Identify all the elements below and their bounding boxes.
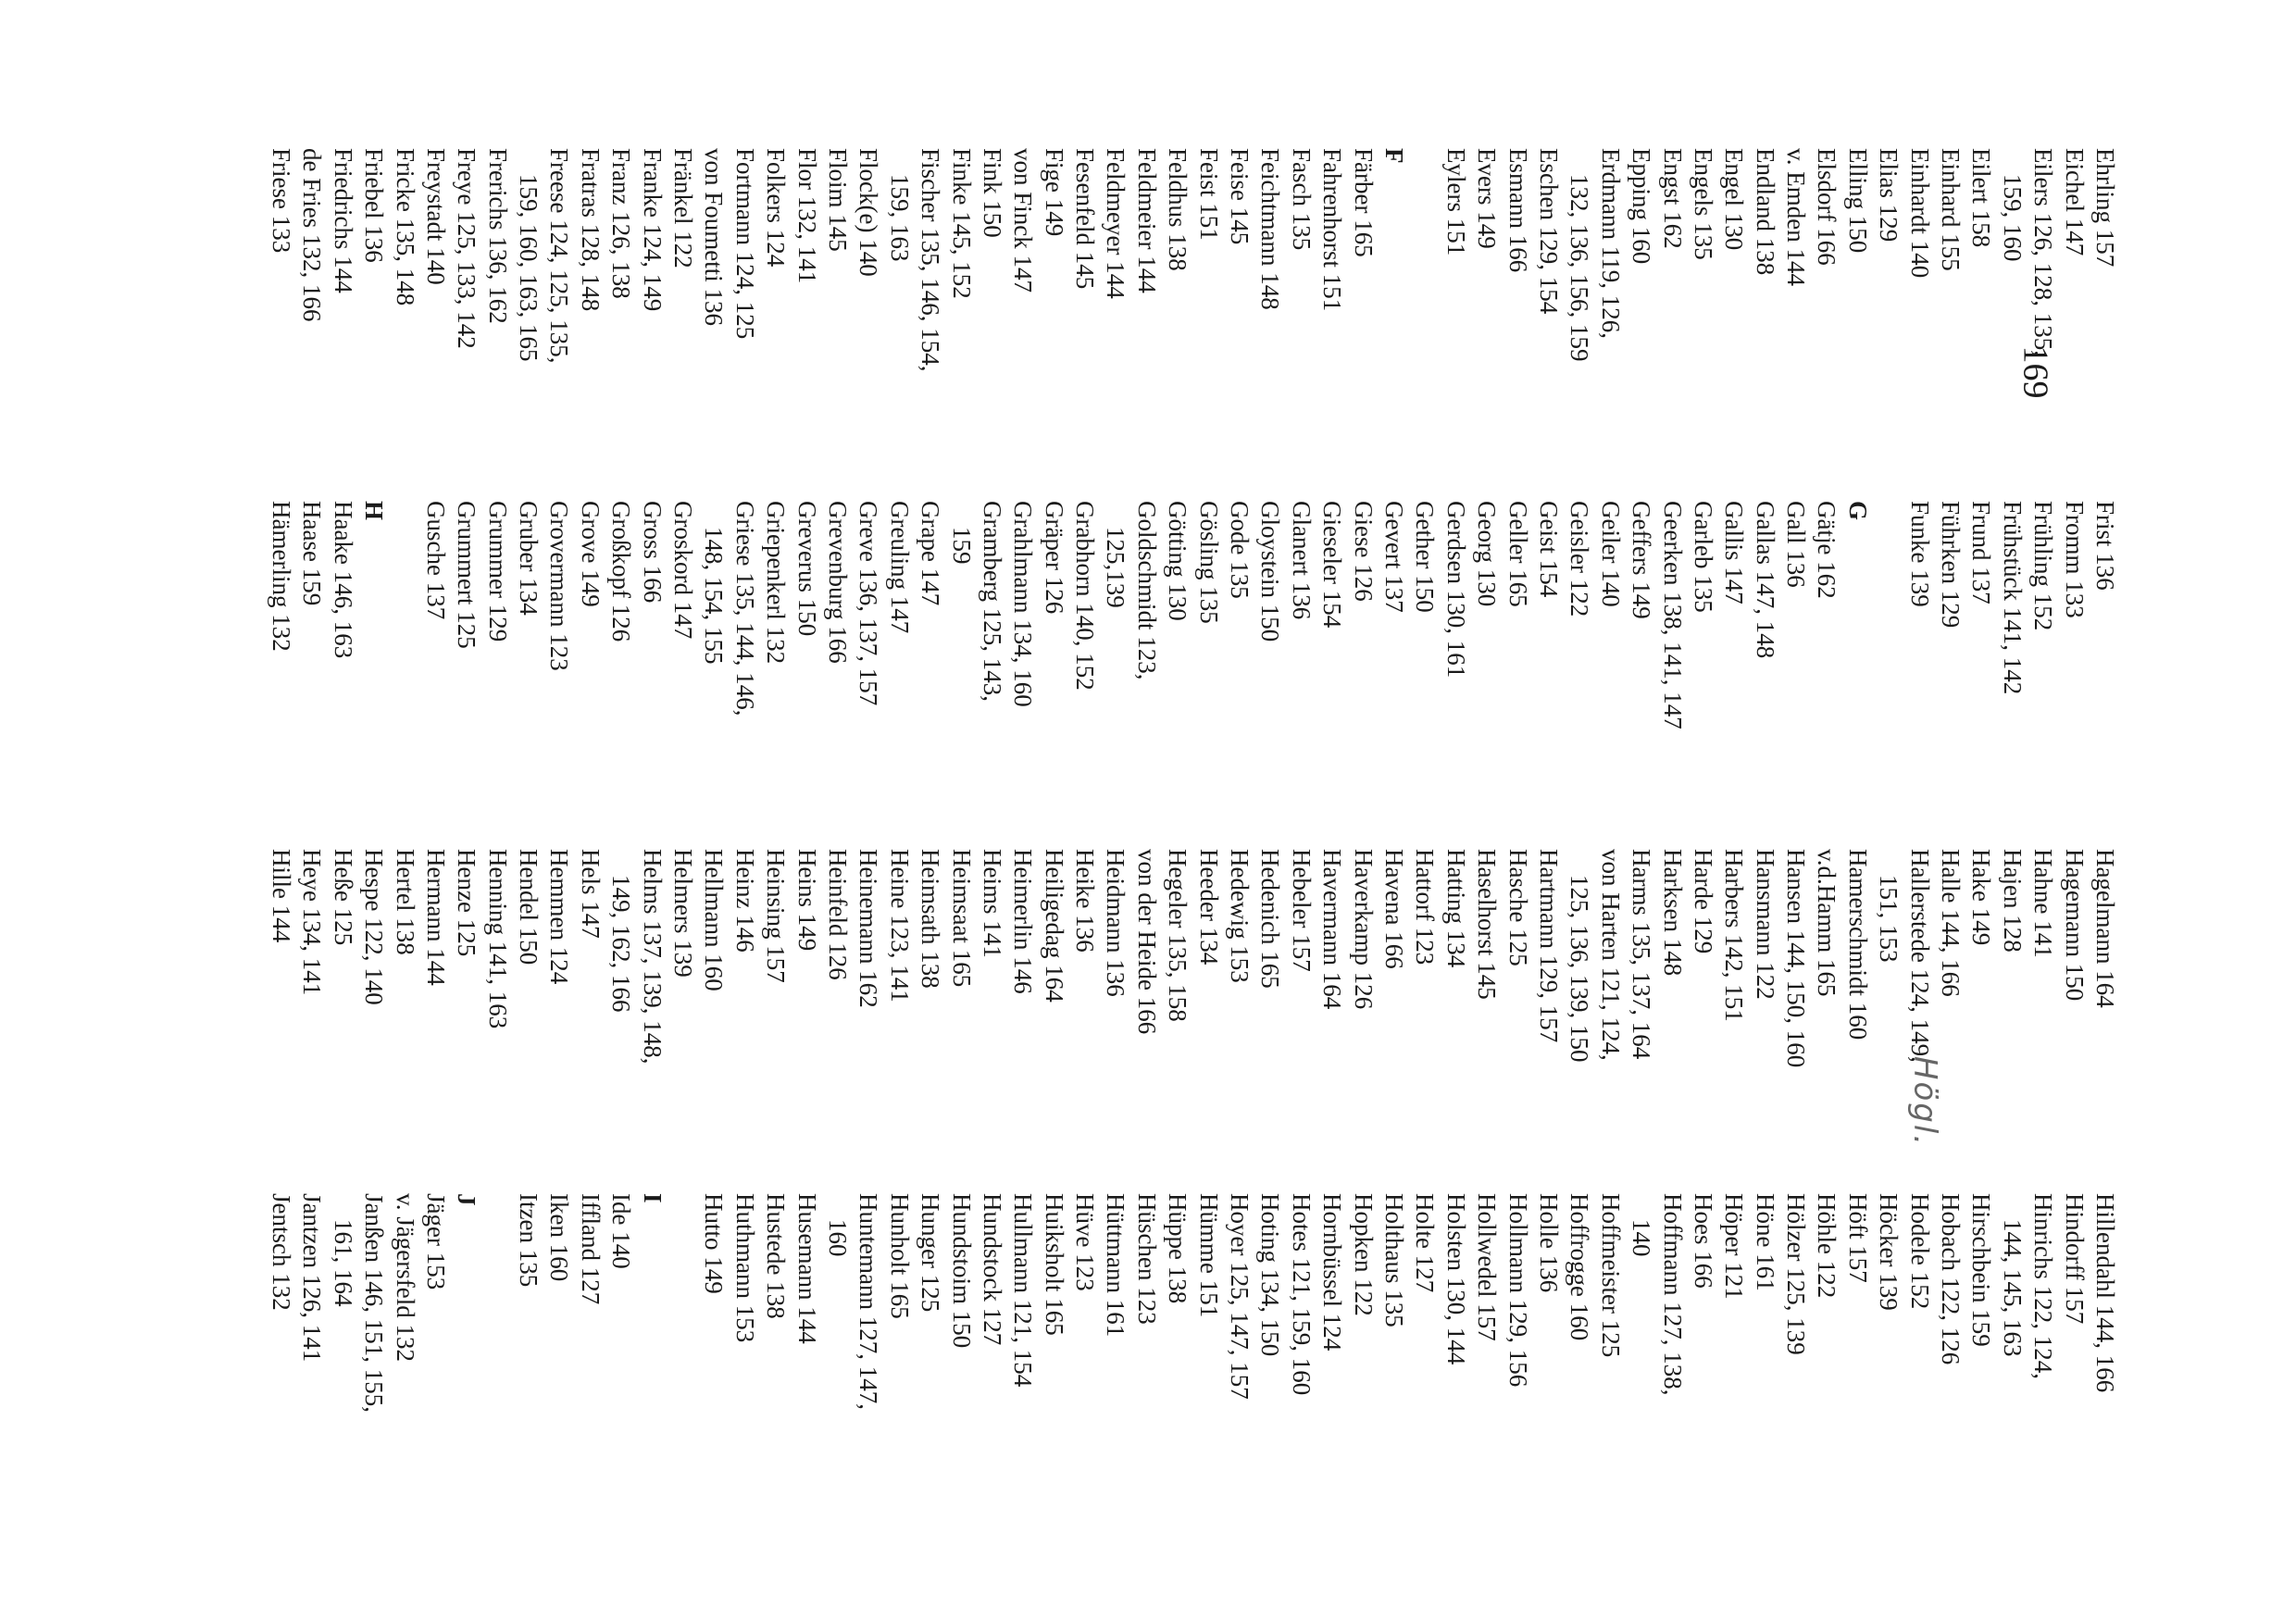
index-entry: Hallerstede 124, 149, <box>1905 849 1934 1063</box>
index-entry: Heike 136 <box>1071 849 1100 953</box>
index-entry: Fesenfeld 145 <box>1071 148 1100 290</box>
index-entry: Gruber 134 <box>515 501 543 616</box>
index-entry: Haake 146, 163 <box>329 501 357 659</box>
index-column-3 <box>266 849 2120 1067</box>
index-entry: Gramberg 125, 143, <box>978 501 1006 702</box>
index-entry: Harbers 142, 151 <box>1720 849 1749 1022</box>
index-entry: Hattorf 123 <box>1411 849 1440 965</box>
index-entry: Iken 160 <box>545 1193 574 1282</box>
index-entry: Fratras 128, 148 <box>576 148 605 312</box>
index-entry: Flor 132, 141 <box>792 148 821 284</box>
index-entry: Funke 139 <box>1905 501 1934 607</box>
index-entry: Gode 135 <box>1226 501 1254 599</box>
index-entry: Hodele 152 <box>1905 1193 1934 1310</box>
index-entry: de Fries 132, 166 <box>298 148 327 322</box>
index-entry: von Foumetti 136 <box>700 148 729 327</box>
index-entry: Evers 149 <box>1473 148 1502 249</box>
index-entry: Hamerschmidt 160 <box>1843 849 1872 1040</box>
index-content <box>139 146 2157 1479</box>
spacer <box>389 501 419 729</box>
index-entry: Iffland 127 <box>576 1193 605 1305</box>
index-entry: Hoffmeister 125 <box>1596 1193 1625 1358</box>
index-entry: Hämerling 132 <box>267 501 295 652</box>
letter-heading: I <box>638 1193 667 1203</box>
index-entry: von Harten 121, 124, <box>1596 849 1625 1061</box>
index-entry: Geerken 138, 141, 147 <box>1658 501 1687 729</box>
spacer <box>481 1193 512 1413</box>
index-column-1 <box>266 148 2120 371</box>
index-entry: Halle 144, 166 <box>1937 849 1965 997</box>
index-entry: Harde 129 <box>1689 849 1717 954</box>
index-entry: Huiksholt 165 <box>1040 1193 1068 1336</box>
index-entry-continuation: 140 <box>1628 1219 1656 1257</box>
index-entry: Hartmann 129, 157 <box>1534 849 1563 1043</box>
index-entry: Gloystein 150 <box>1256 501 1285 642</box>
index-entry: Hunger 125 <box>917 1193 945 1313</box>
index-entry: Hollmann 129, 156 <box>1504 1193 1532 1388</box>
index-entry: Heimerlin 146 <box>1009 849 1038 994</box>
index-entry: Heins 149 <box>792 849 821 952</box>
index-entry: von der Heide 166 <box>1132 849 1161 1035</box>
index-entry: Hespe 122, 140 <box>360 849 389 1005</box>
index-entry: Hutto 149 <box>700 1193 729 1294</box>
index-entry: Hoffmann 127, 138, <box>1658 1193 1687 1396</box>
index-entry: Hopken 122 <box>1349 1193 1378 1316</box>
index-entry: Frist 136 <box>2091 501 2119 591</box>
index-entry: Eilert 158 <box>1967 148 1996 248</box>
index-entry: Heße 125 <box>329 849 357 946</box>
index-entry: Gevert 137 <box>1380 501 1409 613</box>
index-entry: Jäger 153 <box>421 1193 450 1290</box>
index-entry: Gätje 162 <box>1813 501 1841 599</box>
index-entry: Haase 159 <box>298 501 327 606</box>
page-number: 169 <box>2015 345 2055 399</box>
index-entry: Grevenburg 166 <box>823 501 852 664</box>
index-entry: Fahrenhorst 151 <box>1318 148 1347 312</box>
index-entry: Havermann 164 <box>1318 849 1347 1010</box>
index-entry: Freese 124, 125, 135, <box>545 148 574 364</box>
index-entry: Eylers 151 <box>1441 148 1470 256</box>
index-entry-continuation: 125, 136, 139, 150 <box>1566 875 1594 1063</box>
index-entry: Gall 136 <box>1782 501 1811 588</box>
index-entry: Engels 135 <box>1689 148 1717 260</box>
index-entry: Einhardt 140 <box>1905 148 1934 279</box>
index-entry: Hoting 134, 150 <box>1256 1193 1285 1357</box>
index-entry: Hunholt 165 <box>885 1193 914 1319</box>
index-entry: Endland 138 <box>1751 148 1779 276</box>
index-entry: Fromm 133 <box>2060 501 2089 618</box>
index-entry: Grovermann 123 <box>545 501 574 671</box>
index-entry: Franz 126, 138 <box>607 148 636 299</box>
index-entry: Gösling 135 <box>1194 501 1223 624</box>
scan-border-top <box>139 0 2296 130</box>
index-entry: Holthaus 135 <box>1380 1193 1409 1327</box>
index-entry: Erdmann 119, 126, <box>1596 148 1625 339</box>
index-entry: Einhard 155 <box>1937 148 1965 271</box>
index-entry: Gusche 137 <box>421 501 450 620</box>
index-entry-continuation: 149, 162, 166 <box>607 875 636 1013</box>
index-entry: Gieseler 154 <box>1318 501 1347 629</box>
letter-heading: J <box>453 1193 481 1206</box>
index-entry: Feldmeier 144 <box>1132 148 1161 293</box>
index-entry: Heimsath 138 <box>917 849 945 989</box>
index-entry: Hebeler 157 <box>1287 849 1316 972</box>
index-entry: Hake 149 <box>1967 849 1996 946</box>
index-entry: v.d.Hamm 165 <box>1813 849 1841 997</box>
index-entry: Eichel 147 <box>2060 148 2089 256</box>
index-entry-continuation: 159, 160 <box>1998 174 2027 262</box>
index-entry: Heinz 146 <box>730 849 759 953</box>
index-entry: Höne 161 <box>1751 1193 1779 1291</box>
index-entry: Elsdorf 166 <box>1813 148 1841 266</box>
index-entry: Höft 157 <box>1843 1193 1872 1283</box>
index-entry: Hansen 144, 150, 160 <box>1782 849 1811 1068</box>
index-entry: Franke 124, 149 <box>638 148 667 312</box>
index-entry: Hundstock 127 <box>978 1193 1006 1346</box>
index-entry: Hels 147 <box>576 849 605 939</box>
index-entry: Hedenich 165 <box>1256 849 1285 989</box>
index-column-2 <box>266 501 2120 729</box>
index-entry: Hüttmann 161 <box>1102 1193 1130 1338</box>
index-entry: Großkopf 126 <box>607 501 636 642</box>
index-entry: Gross 166 <box>638 501 667 604</box>
index-entry: Heine 123, 141 <box>885 849 914 1003</box>
index-entry: Glanert 136 <box>1287 501 1316 620</box>
index-entry: Feichtmann 148 <box>1256 148 1285 310</box>
scan-border-left <box>0 0 139 1607</box>
index-entry: Hegeler 135, 158 <box>1164 849 1192 1022</box>
index-entry: Fasch 135 <box>1287 148 1316 251</box>
index-entry: Freye 125, 133, 142 <box>453 148 481 349</box>
pencil-annotation: Högl. <box>1906 1055 1944 1148</box>
index-entry: Giese 126 <box>1349 501 1378 602</box>
index-entry: Epping 160 <box>1628 148 1656 265</box>
index-entry: Husemann 144 <box>792 1193 821 1344</box>
index-entry-continuation: 125,139 <box>1102 527 1130 608</box>
index-entry: Färber 165 <box>1349 148 1378 257</box>
index-entry: Ehrling 157 <box>2091 148 2119 268</box>
index-entry: Fortmann 124, 125 <box>730 148 759 340</box>
index-entry: Heims 141 <box>978 849 1006 958</box>
index-entry: Grummer 129 <box>483 501 512 642</box>
index-entry: Hölzer 125, 139 <box>1782 1193 1811 1355</box>
index-column-4 <box>266 1193 2120 1413</box>
index-entry: Garleb 135 <box>1689 501 1717 613</box>
index-entry: Engst 162 <box>1658 148 1687 249</box>
index-entry: Hobach 122, 126 <box>1937 1193 1965 1365</box>
index-entry-continuation: 151, 153 <box>1875 875 1903 963</box>
index-entry: v. Jägersfeld 132 <box>391 1193 419 1362</box>
index-entry: Grabhorn 140, 152 <box>1071 501 1100 691</box>
index-entry: Hotes 121, 159, 160 <box>1287 1193 1316 1396</box>
index-entry: Geiler 140 <box>1596 501 1625 607</box>
index-entry: Frerichs 136, 162 <box>483 148 512 324</box>
index-entry: Huntemann 127, 147, <box>855 1193 883 1410</box>
index-entry: Heinfeld 126 <box>823 849 852 980</box>
spacer <box>1409 148 1440 371</box>
index-entry-continuation: 159 <box>947 527 976 565</box>
index-entry: Heinsing 157 <box>762 849 791 983</box>
index-entry: Feldhus 138 <box>1164 148 1192 271</box>
index-entry: Heiligedag 164 <box>1040 849 1068 1003</box>
index-entry: Ide 140 <box>607 1193 636 1269</box>
index-entry: Elling 150 <box>1843 148 1872 254</box>
index-entry: Fricke 135, 148 <box>391 148 419 306</box>
index-entry: Geisler 122 <box>1566 501 1594 617</box>
index-entry-continuation: 161, 164 <box>329 1219 357 1307</box>
letter-heading: H <box>360 501 389 521</box>
index-entry: Jantzen 126, 141 <box>298 1193 327 1363</box>
index-entry: Hüppe 138 <box>1164 1193 1192 1304</box>
index-entry: Haverkamp 126 <box>1349 849 1378 1010</box>
index-entry: Feist 151 <box>1194 148 1223 241</box>
letter-heading: F <box>1380 148 1409 164</box>
index-entry: Friedrichs 144 <box>329 148 357 293</box>
index-entry: Henze 125 <box>453 849 481 957</box>
index-entry: von Finck 147 <box>1009 148 1038 293</box>
index-entry: Georg 130 <box>1473 501 1502 607</box>
index-entry: Goldschmidt 123, <box>1132 501 1161 680</box>
index-entry: Freystadt 140 <box>421 148 450 285</box>
index-entry: Holle 136 <box>1534 1193 1563 1293</box>
index-entry: Harms 135, 137, 164 <box>1628 849 1656 1060</box>
index-entry: Heeder 134 <box>1194 849 1223 965</box>
index-entry: Hoyer 125, 147, 157 <box>1226 1193 1254 1400</box>
index-entry: Höcker 139 <box>1875 1193 1903 1311</box>
letter-heading: G <box>1843 501 1872 521</box>
index-entry: Hüschen 123 <box>1132 1193 1161 1325</box>
index-entry: Griese 135, 144, 146, <box>730 501 759 716</box>
index-entry: Hagemann 150 <box>2060 849 2089 1002</box>
index-entry: Hille 144 <box>267 849 295 943</box>
index-entry: Groskord 147 <box>669 501 698 640</box>
index-entry: Greve 136, 137, 157 <box>855 501 883 706</box>
index-entry: Hendel 150 <box>515 849 543 965</box>
index-entry: Geist 154 <box>1534 501 1563 598</box>
index-entry: Heidmann 136 <box>1102 849 1130 997</box>
index-entry: Hermann 144 <box>421 849 450 986</box>
index-entry: Frund 137 <box>1967 501 1996 604</box>
index-entry: Eschen 129, 154 <box>1534 148 1563 315</box>
index-entry: Heye 134, 141 <box>298 849 327 996</box>
index-entry: Greuling 147 <box>885 501 914 634</box>
index-entry: Elias 129 <box>1875 148 1903 243</box>
index-entry: Gräper 126 <box>1040 501 1068 615</box>
index-entry: Helms 137, 139, 148, <box>638 849 667 1065</box>
index-entry: Hagelmann 164 <box>2091 849 2119 1008</box>
index-entry: Finke 145, 152 <box>947 148 976 299</box>
index-entry: Hertel 138 <box>391 849 419 955</box>
index-entry: Henning 141, 163 <box>483 849 512 1029</box>
index-entry: Hoffrogge 160 <box>1566 1193 1594 1341</box>
index-entry: Huthmann 153 <box>730 1193 759 1343</box>
index-entry: Havena 166 <box>1380 849 1409 969</box>
index-entry: Fischer 135, 146, 154, <box>917 148 945 372</box>
index-entry: Folkers 124 <box>762 148 791 268</box>
index-entry-continuation: 132, 136, 156, 159 <box>1566 174 1594 362</box>
index-entry: Harksen 148 <box>1658 849 1687 977</box>
index-entry: Höper 121 <box>1720 1193 1749 1300</box>
index-entry: Holte 127 <box>1411 1193 1440 1293</box>
index-entry: Janßen 146, 151, 155, <box>360 1193 389 1413</box>
index-entry: Haselhorst 145 <box>1473 849 1502 1000</box>
index-entry: Esmann 166 <box>1504 148 1532 273</box>
index-entry: Greverus 150 <box>792 501 821 637</box>
index-entry: Fige 149 <box>1040 148 1068 237</box>
index-entry: Helmers 139 <box>669 849 698 978</box>
index-entry: Götting 130 <box>1164 501 1192 621</box>
index-entry: Frühstück 141, 142 <box>1998 501 2027 695</box>
index-entry: Gallas 147, 148 <box>1751 501 1779 659</box>
index-entry: Friese 133 <box>267 148 295 254</box>
index-entry: Hansmann 122 <box>1751 849 1779 1000</box>
spacer <box>1873 501 1903 729</box>
index-entry: Holsten 130, 144 <box>1441 1193 1470 1365</box>
index-entry: Hümme 151 <box>1194 1193 1223 1318</box>
index-entry: Grahlmann 134, 160 <box>1009 501 1038 707</box>
index-entry: Hemmen 124 <box>545 849 574 985</box>
index-entry-continuation: 148, 154, 155 <box>700 527 729 665</box>
index-entry: Floim 145 <box>823 148 852 252</box>
index-entry: Hustede 138 <box>762 1193 791 1319</box>
index-entry: Gallis 147 <box>1720 501 1749 604</box>
index-entry: Hahne 141 <box>2029 849 2058 958</box>
index-entry: Grummert 125 <box>453 501 481 649</box>
scan-border-bottom <box>139 1481 2296 1607</box>
index-entry: Hüve 123 <box>1071 1193 1100 1291</box>
index-entry: Grape 147 <box>917 501 945 606</box>
index-entry: Gerdsen 130, 161 <box>1441 501 1470 679</box>
index-entry: Friebel 136 <box>360 148 389 263</box>
index-entry: Höhle 122 <box>1813 1193 1841 1299</box>
index-entry: Hullmann 121, 154 <box>1009 1193 1038 1388</box>
index-entry: Fink 150 <box>978 148 1006 238</box>
index-entry-continuation: 160 <box>823 1219 852 1257</box>
index-entry: Geller 165 <box>1504 501 1532 607</box>
index-entry: Hundstoim 150 <box>947 1193 976 1349</box>
spacer <box>668 1193 698 1413</box>
index-entry: Hindorff 157 <box>2060 1193 2089 1325</box>
index-entry: Hellmann 160 <box>700 849 729 991</box>
index-entry: Hoes 166 <box>1689 1193 1717 1289</box>
index-entry: Hasche 125 <box>1504 849 1532 966</box>
index-entry: Flock(e) 140 <box>855 148 883 277</box>
index-entry: Feldmeyer 144 <box>1102 148 1130 299</box>
index-entry: Hedewig 153 <box>1226 849 1254 983</box>
index-entry: Feise 145 <box>1226 148 1254 245</box>
index-entry-continuation: 159, 163 <box>885 174 914 262</box>
index-entry-continuation: 144, 145, 163 <box>1998 1219 2027 1357</box>
index-entry: Hillendahl 144, 166 <box>2091 1193 2119 1393</box>
index-entry: Gether 150 <box>1411 501 1440 613</box>
index-entry: Grove 149 <box>576 501 605 607</box>
index-entry: Engel 130 <box>1720 148 1749 251</box>
index-entry: Hatting 134 <box>1441 849 1470 968</box>
index-entry-continuation: 159, 160, 163, 165 <box>515 174 543 362</box>
index-entry: Hollwedel 157 <box>1473 1193 1502 1341</box>
index-entry: Heinemann 162 <box>855 849 883 1008</box>
index-entry: Geffers 149 <box>1628 501 1656 619</box>
index-entry: Heimsaat 165 <box>947 849 976 988</box>
index-entry: Hornbüssel 124 <box>1318 1193 1347 1352</box>
index-entry: Hinrichs 122, 124, <box>2029 1193 2058 1379</box>
index-entry: Frühling 152 <box>2029 501 2058 631</box>
index-entry: Hajen 128 <box>1998 849 2027 953</box>
index-entry: Eilers 126, 128, 135, <box>2029 148 2058 356</box>
index-entry: Führken 129 <box>1937 501 1965 629</box>
index-entry: Griepenkerl 132 <box>762 501 791 665</box>
index-entry: v. Emden 144 <box>1782 148 1811 286</box>
index-entry: Jentsch 132 <box>267 1193 295 1311</box>
index-entry: Fränkel 122 <box>669 148 698 268</box>
index-entry: Itzen 135 <box>515 1193 543 1288</box>
index-entry: Hirschbein 159 <box>1967 1193 1996 1347</box>
